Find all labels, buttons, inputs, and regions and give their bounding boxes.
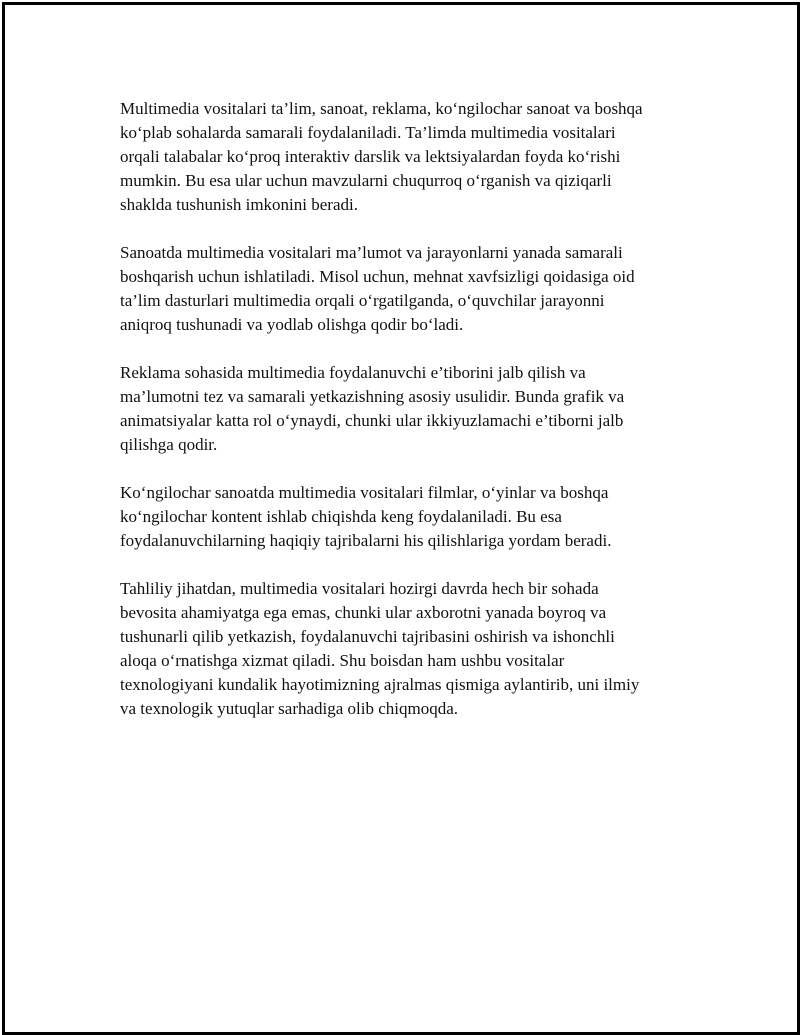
- text-line: ko‘plab sohalarda samarali foydalaniladi. Ta’limda multimedia vositalari: [120, 123, 616, 142]
- text-line: Multimedia vositalari ta’lim, sanoat, reklama, ko‘ngilochar sanoat va boshqa: [120, 99, 643, 118]
- text-line: orqali talabalar ko‘proq interaktiv darslik va lektsiyalardan foyda ko‘rishi: [120, 147, 621, 166]
- text-line: foydalanuvchilarning haqiqiy tajribalarni his qilishlariga yordam beradi.: [120, 531, 612, 550]
- paragraph-4: [120, 481, 710, 553]
- text-line: shaklda tushunish imkonini beradi.: [120, 195, 358, 214]
- paragraph-5: [120, 577, 710, 721]
- page-frame: [2, 2, 800, 1035]
- text-line: animatsiyalar katta rol o‘ynaydi, chunki ular ikkiyuzlamachi e’tiborni jalb: [120, 411, 624, 430]
- text-line: texnologiyani kundalik hayotimizning ajralmas qismiga aylantirib, uni ilmiy: [120, 675, 640, 694]
- paragraph-1: [120, 97, 710, 217]
- text-line: Reklama sohasida multimedia foydalanuvchi e’tiborini jalb qilish va: [120, 363, 586, 382]
- document-body: [120, 97, 710, 745]
- text-line: mumkin. Bu esa ular uchun mavzularni chuqurroq o‘rganish va qiziqarli: [120, 171, 612, 190]
- text-line: Ko‘ngilochar sanoatda multimedia vositalari filmlar, o‘yinlar va boshqa: [120, 483, 609, 502]
- text-line: va texnologik yutuqlar sarhadiga olib chiqmoqda.: [120, 699, 459, 718]
- text-line: Tahliliy jihatdan, multimedia vositalari hozirgi davrda hech bir sohada: [120, 579, 599, 598]
- text-line: ta’lim dasturlari multimedia orqali o‘rgatilganda, o‘quvchilar jarayonni: [120, 291, 605, 310]
- paragraph-3: [120, 361, 710, 457]
- text-line: ko‘ngilochar kontent ishlab chiqishda keng foydalaniladi. Bu esa: [120, 507, 562, 526]
- text-line: aloqa o‘rnatishga xizmat qiladi. Shu boisdan ham ushbu vositalar: [120, 651, 565, 670]
- text-line: bevosita ahamiyatga ega emas, chunki ular axborotni yanada boyroq va: [120, 603, 607, 622]
- text-line: ma’lumotni tez va samarali yetkazishning asosiy usulidir. Bunda grafik va: [120, 387, 625, 406]
- text-line: qilishga qodir.: [120, 435, 218, 454]
- text-line: tushunarli qilib yetkazish, foydalanuvchi tajribasini oshirish va ishonchli: [120, 627, 615, 646]
- paragraph-2: [120, 241, 710, 337]
- text-line: boshqarish uchun ishlatiladi. Misol uchun, mehnat xavfsizligi qoidasiga oid: [120, 267, 635, 286]
- text-line: aniqroq tushunadi va yodlab olishga qodir bo‘ladi.: [120, 315, 464, 334]
- text-line: Sanoatda multimedia vositalari ma’lumot va jarayonlarni yanada samarali: [120, 243, 623, 262]
